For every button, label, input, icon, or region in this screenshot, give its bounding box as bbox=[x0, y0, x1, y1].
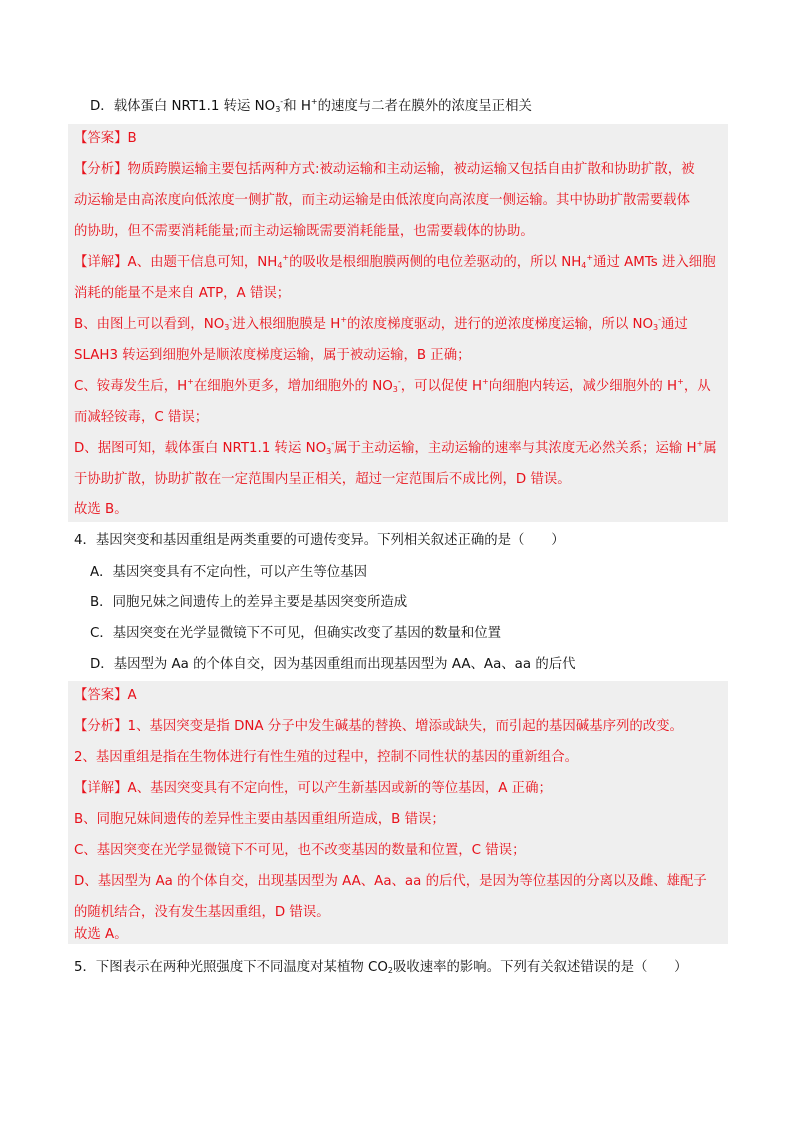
q3-answer: 【答案】B bbox=[74, 131, 137, 146]
q3-analysis-line: 动运输是由高浓度向低浓度一侧扩散，而主动运输是由低浓度向高浓度一侧运输。其中协助扩散需要载体 bbox=[74, 193, 690, 208]
q3-conclusion: 故选 B。 bbox=[74, 502, 128, 517]
q3-detail-a-line: 消耗的能量不是来自 ATP，A 错误； bbox=[74, 286, 291, 301]
q4-conclusion: 故选 A。 bbox=[74, 927, 128, 942]
q4-detail-line: B、同胞兄妹间遗传的差异性主要由基因重组所造成，B 错误； bbox=[74, 812, 445, 827]
q3-analysis-line: 【分析】物质跨膜运输主要包括两种方式:被动运输和主动运输，被动运输又包括自由扩散和协助扩散，被 bbox=[74, 162, 695, 177]
q4-option: C．基因突变在光学显微镜下不可见，但确实改变了基因的数量和位置 bbox=[90, 626, 502, 641]
q4-answer: 【答案】A bbox=[74, 688, 137, 703]
q5-stem: 5．下图表示在两种光照强度下不同温度对某植物 $CO_2$吸收速率的影响。下列有关叙述错误的是（ ） bbox=[74, 960, 688, 975]
q4-analysis-line: 【分析】1、基因突变是指 DNA 分子中发生碱基的替换、增添或缺失，而引起的基因碱基序列的改变。 bbox=[74, 719, 683, 734]
q4-stem: 4．基因突变和基因重组是两类重要的可遗传变异。下列相关叙述正确的是（ ） bbox=[74, 533, 565, 548]
q4-option: D．基因型为 Aa 的个体自交，因为基因重组而出现基因型为 AA、Aa、aa 的后代 bbox=[90, 657, 576, 672]
q4-detail-line: D、基因型为 Aa 的个体自交，出现基因型为 AA、Aa、aa 的后代，是因为等位基因的分离以及雌、雄配子 bbox=[74, 874, 707, 889]
q3-detail-b-line: SLAH3 转运到细胞外是顺浓度梯度运输，属于被动运输，B 正确； bbox=[74, 348, 471, 363]
q3-detail-a-line: 【详解】A、由题干信息可知，$NH_4^+$的吸收是根细胞膜两侧的电位差驱动的，所以 $NH_4^+$通过 AMTs 进入细胞 bbox=[74, 253, 716, 270]
q4-detail-line: 的随机结合，没有发生基因重组，D 错误。 bbox=[74, 905, 330, 920]
q3-detail-c-line: 而减轻铵毒，C 错误； bbox=[74, 410, 209, 425]
q3-detail-d-line: 于协助扩散，协助扩散在一定范围内呈正相关，超过一定范围后不成比例，D 错误。 bbox=[74, 472, 571, 487]
q3-detail-c-line: C、铵毒发生后，H+在细胞外更多，增加细胞外的 $NO_3^-$，可以促使 H+向细胞内转运，减少细胞外的 H+，从 bbox=[74, 377, 711, 394]
q4-analysis-line: 2、基因重组是指在生物体进行有性生殖的过程中，控制不同性状的基因的重新组合。 bbox=[74, 750, 578, 765]
q3-detail-d-line: D、据图可知，载体蛋白 NRT1.1 转运 $NO_3^-$属于主动运输，主动运输的速率与其浓度无必然关系；运输 H+属 bbox=[74, 439, 717, 456]
q3-detail-b-line: B、由图上可以看到，$NO_3^-$进入根细胞膜是 H+的浓度梯度驱动，进行的逆浓度梯度运输，所以 $NO_3^-$通过 bbox=[74, 315, 688, 332]
q4-detail-line: C、基因突变在光学显微镜下不可见，也不改变基因的数量和位置，C 错误； bbox=[74, 843, 526, 858]
q3-analysis-line: 的协助，但不需要消耗能量;而主动运输既需要消耗能量，也需要载体的协助。 bbox=[74, 224, 534, 239]
q4-option: B．同胞兄妹之间遗传上的差异主要是基因突变所造成 bbox=[90, 595, 408, 610]
q4-option: A．基因突变具有不定向性，可以产生等位基因 bbox=[90, 565, 367, 580]
q3-option-d: D．载体蛋白 NRT1.1 转运 $NO_3^-$和 H+的速度与二者在膜外的浓度呈正相关 bbox=[90, 97, 532, 114]
q4-detail-line: 【详解】A、基因突变具有不定向性，可以产生新基因或新的等位基因，A 正确； bbox=[74, 781, 552, 796]
